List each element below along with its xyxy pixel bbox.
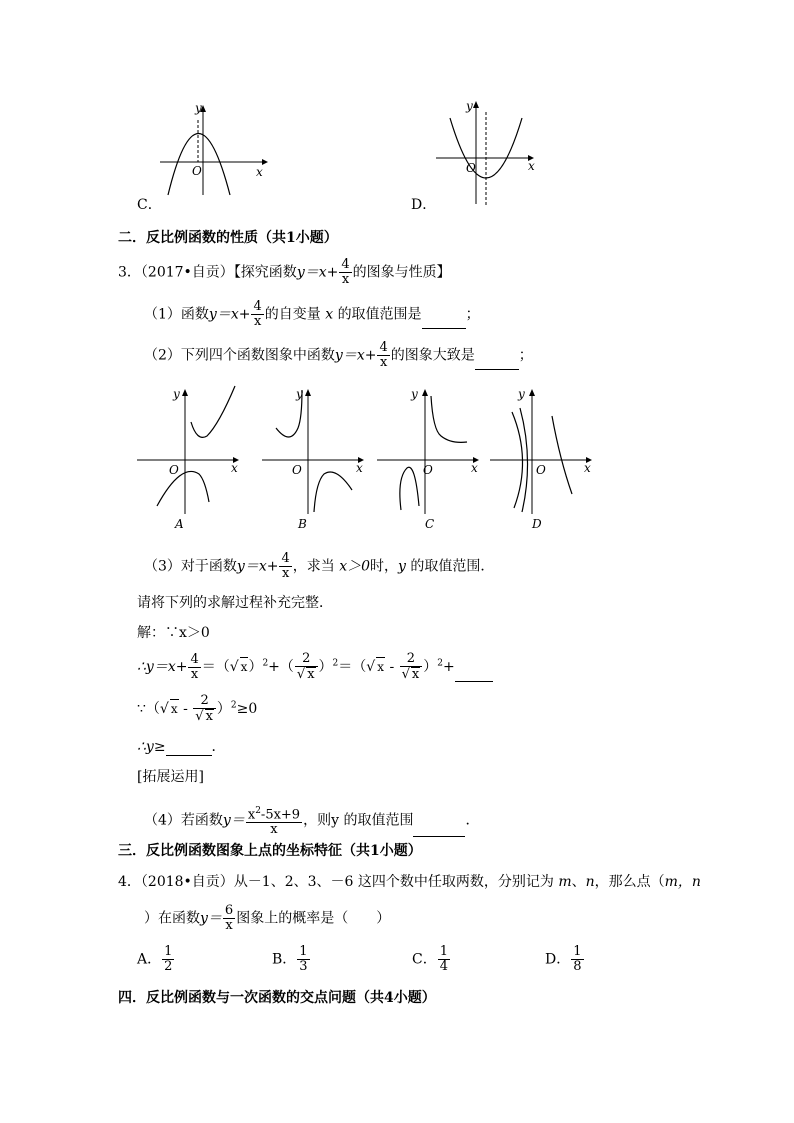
answer-blank bbox=[422, 314, 466, 329]
origin-label: O bbox=[192, 164, 202, 178]
option-d-label: D． bbox=[411, 197, 437, 213]
origin-label: O bbox=[169, 463, 179, 477]
section-4-title: 四．反比例函数与一次函数的交点问题（共4小题） bbox=[118, 990, 436, 1006]
graph-label: D bbox=[532, 517, 542, 531]
option-c-label: C． bbox=[137, 197, 162, 213]
origin-label: O bbox=[466, 161, 476, 175]
origin-label: O bbox=[423, 463, 433, 477]
graph-label: C bbox=[425, 517, 435, 531]
q3-part2: （2）下列四个函数图象中函数y＝x+ $\frac{4}{x}$ 的图象大致是 ； bbox=[144, 340, 533, 370]
extension-title: [拓展运用] bbox=[137, 769, 204, 785]
q4-option-c[interactable]: C． $\frac{1}{4}$ bbox=[412, 944, 448, 974]
axis-y-label: y bbox=[518, 387, 525, 401]
graph-label: B bbox=[298, 517, 307, 531]
q4-option-b[interactable]: B． $\frac{1}{3}$ bbox=[272, 944, 308, 974]
graph-c-2 bbox=[375, 382, 490, 532]
q4-line-2: ）在函数y＝ $\frac{6}{x}$ 图象上的概率是（ ） bbox=[144, 903, 391, 933]
axis-x-label: x bbox=[231, 461, 238, 475]
graph-a bbox=[135, 382, 250, 532]
answer-blank bbox=[413, 822, 465, 837]
axis-x-label: x bbox=[528, 159, 535, 173]
answer-blank bbox=[455, 667, 493, 682]
instruction: 请将下列的求解过程补充完整． bbox=[137, 595, 333, 611]
graph-label: A bbox=[175, 517, 184, 531]
graph-d bbox=[430, 98, 550, 208]
solution-line-3: ∵（√ x - $\frac{2}{√ x}$ ）$^2$≥0 bbox=[137, 693, 258, 724]
q3-part4: （4）若函数y＝ $\frac{x^2-5x+9}{x}$ ，则y 的取值范围 ． bbox=[144, 806, 480, 838]
section-2-title: 二．反比例函数的性质（共1小题） bbox=[118, 230, 338, 246]
graph-b bbox=[260, 382, 375, 532]
solution-line-2: ∴y＝x+ $\frac{4}{x}$ ＝（√ x）$^2$+（ $\frac{2}{√ x}$ ）$^2$＝（√ x - $\frac{2}{√ x}$ ）$^2$+ bbox=[137, 652, 493, 682]
answer-blank bbox=[166, 741, 212, 756]
q3-title: 3．（2017•自贡）【探究函数y＝x+ $\frac{4}{x}$ 的图象与性质】 bbox=[118, 257, 451, 287]
graph-d-2 bbox=[488, 382, 603, 532]
axis-y-label: y bbox=[195, 101, 202, 115]
axis-x-label: x bbox=[471, 461, 478, 475]
axis-y-label: y bbox=[296, 387, 303, 401]
solution-line-4: ∴y≥ ． bbox=[137, 739, 226, 755]
axis-x-label: x bbox=[256, 165, 263, 179]
q4-option-d[interactable]: D． $\frac{1}{8}$ bbox=[545, 944, 582, 974]
origin-label: O bbox=[292, 463, 302, 477]
axis-x-label: x bbox=[584, 461, 591, 475]
axis-y-label: y bbox=[173, 387, 180, 401]
axis-y-label: y bbox=[466, 99, 473, 113]
solution-start: 解：∵x＞0 bbox=[137, 625, 210, 641]
origin-label: O bbox=[536, 463, 546, 477]
q3-part1: （1）函数y＝x+ $\frac{4}{x}$ 的自变量 x 的取值范围是 ； bbox=[144, 299, 480, 329]
q4-option-a[interactable]: A． $\frac{1}{2}$ bbox=[137, 944, 173, 974]
answer-blank bbox=[475, 355, 519, 370]
section-3-title: 三．反比例函数图象上点的坐标特征（共1小题） bbox=[118, 843, 422, 859]
q3-part3: （3）对于函数y＝x+ $\frac{4}{x}$ ，求当 x＞0时，y 的取值范围． bbox=[144, 551, 495, 581]
graph-c bbox=[150, 100, 280, 200]
axis-x-label: x bbox=[356, 461, 363, 475]
q4-line-1: 4．（2018•自贡）从－1、2、3、－6 这四个数中任取两数，分别记为 m、n，那么点（m，n bbox=[118, 874, 701, 890]
axis-y-label: y bbox=[411, 387, 418, 401]
